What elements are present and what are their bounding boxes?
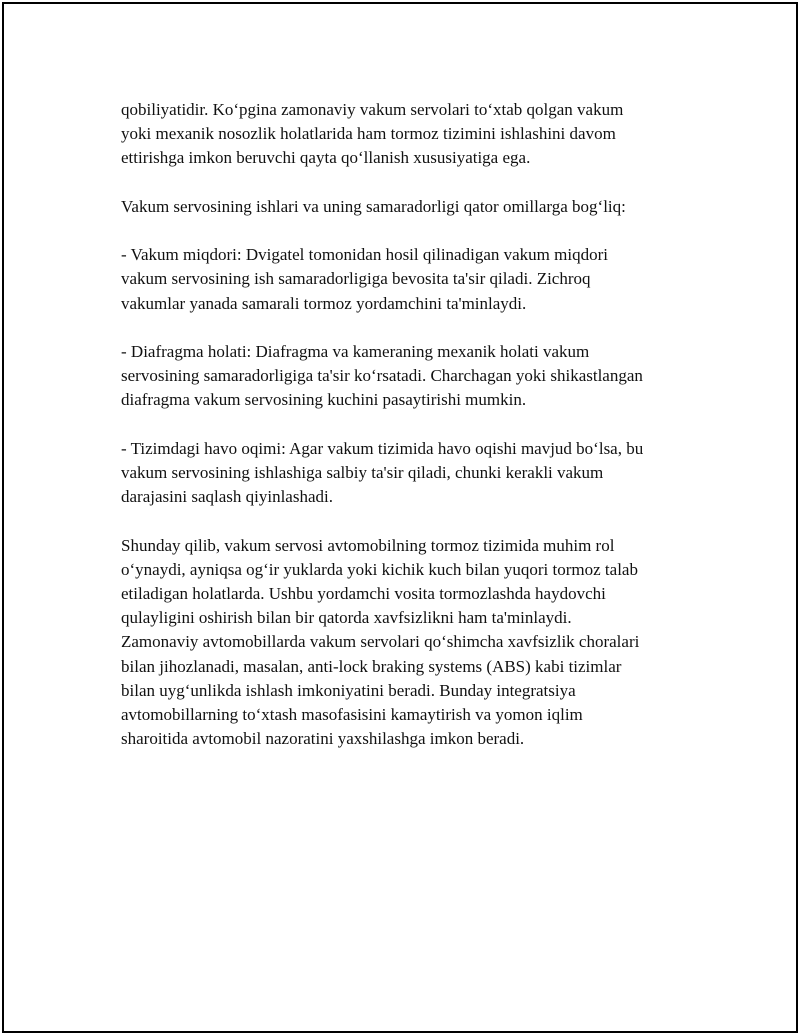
paragraph-factors-intro: Vakum servosining ishlari va uning samaradorligi qator omillarga bog‘liq:	[121, 196, 626, 216]
paragraph-vacuum-amount: - Vakum miqdori: Dvigatel tomonidan hosil qilinadigan vakum miqdori vakum servosining ish samaradorligiga bevosita ta'sir qiladi. Zichroq vakumlar yanada samarali tormoz yordamchini ta'minlaydi.	[121, 245, 608, 313]
paragraph-air-leak: - Tizimdagi havo oqimi: Agar vakum tizimida havo oqishi mavjud bo‘lsa, bu vakum servosining ishlashiga salbiy ta'sir qiladi, chunki kerakli vakum darajasini saqlash qiyinlashadi.	[121, 438, 644, 507]
document-body	[121, 98, 701, 776]
page-border	[2, 2, 798, 1033]
paragraph-diaphragm-state: - Diafragma holati: Diafragma va kameraning mexanik holati vakum servosining samaradorligiga ta'sir ko‘rsatadi. Charchagan yoki shikastlangan diafragma vakum servosining kuchini pasaytirishi mumkin.	[121, 341, 643, 410]
paragraph-conclusion: Shunday qilib, vakum servosi avtomobilning tormoz tizimida muhim rol o‘ynaydi, ayniqsa og‘ir yuklarda yoki kichik kuch bilan yuqori tormoz talab etiladigan holatlarda. Ushbu yordamchi vosita tormozlashda haydovchi qulayligini oshirish bilan bir qatorda xavfsizlikni ham ta'minlaydi. Zamonaviy avtomobillarda vakum servolari qo‘shimcha xavfsizlik choralari bilan jihozlanadi, masalan, anti-lock braking systems (ABS) kabi tizimlar bilan uyg‘unlikda ishlash imkoniyatini beradi. Bunday integratsiya avtomobillarning to‘xtash masofasisini kamaytirish va yomon iqlim sharoitida avtomobil nazoratini yaxshilashga imkon beradi.	[121, 535, 640, 749]
paragraph-servo-reuse: qobiliyatidir. Ko‘pgina zamonaviy vakum servolari to‘xtab qolgan vakum yoki mexanik nosozlik holatlarida ham tormoz tizimini ishlashini davom ettirishga imkon beruvchi qayta qo‘llanish xususiyatiga ega.	[121, 100, 624, 168]
